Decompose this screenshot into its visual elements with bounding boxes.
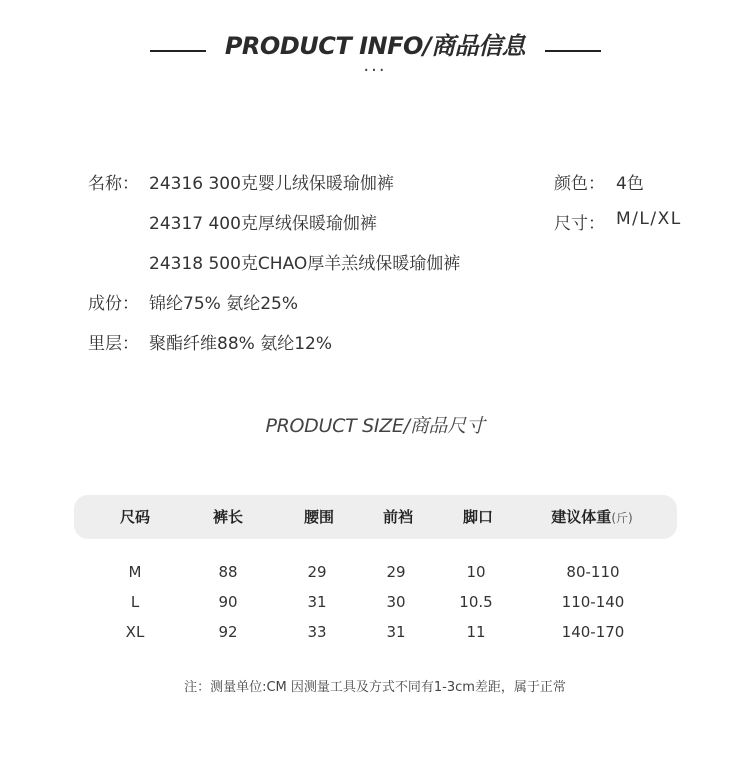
header-weight-label: 建议体重: [551, 508, 612, 526]
cell-rise: 31: [386, 623, 406, 641]
cell-hem: 10: [466, 563, 486, 581]
product-name-1: 24316 300克婴儿绒保暖瑜伽裤: [149, 174, 394, 194]
cell-rise: 30: [386, 593, 406, 611]
cell-size: L: [130, 593, 140, 611]
cell-size: M: [128, 563, 142, 581]
cell-length: 92: [218, 623, 238, 641]
cell-hem: 11: [466, 623, 486, 641]
header-hem: 脚口: [462, 508, 494, 526]
measurement-note: 注：测量单位:CM 因测量工具及方式不同有1-3cm差距，属于正常: [184, 680, 566, 695]
name-label: 名称：: [88, 174, 139, 194]
header-length: 裤长: [212, 508, 244, 526]
size-label: 尺寸：: [554, 214, 605, 234]
color-label: 颜色：: [554, 174, 605, 194]
cell-waist: 33: [307, 623, 327, 641]
header-weight: [551, 495, 632, 539]
product-name-3: 24318 500克CHAO厚羊羔绒保暖瑜伽裤: [149, 254, 461, 274]
color-value: 4色: [616, 174, 644, 194]
cell-weight: 140-170: [561, 623, 625, 641]
header-waist: 腰围: [303, 508, 335, 526]
lining-label: 里层：: [88, 334, 139, 354]
table-header: [74, 495, 677, 539]
header-weight-unit: (斤): [611, 511, 633, 525]
title-line-right: [545, 50, 601, 52]
size-section-title: PRODUCT SIZE/商品尺寸: [265, 415, 485, 437]
size-value: M/L/XL: [616, 209, 682, 229]
header-rise: 前裆: [382, 508, 414, 526]
composition-label: 成份：: [88, 294, 139, 314]
cell-length: 90: [218, 593, 238, 611]
page-title: PRODUCT INFO/商品信息: [224, 32, 526, 60]
cell-rise: 29: [386, 563, 406, 581]
composition-value: 锦纶75% 氨纶25%: [149, 294, 298, 314]
cell-hem: 10.5: [459, 593, 493, 611]
cell-size: XL: [125, 623, 145, 641]
cell-length: 88: [218, 563, 238, 581]
cell-waist: 29: [307, 563, 327, 581]
cell-weight: 80-110: [566, 563, 620, 581]
lining-value: 聚酯纤维88% 氨纶12%: [149, 334, 332, 354]
product-name-2: 24317 400克厚绒保暖瑜伽裤: [149, 214, 377, 234]
title-dots: ···: [363, 60, 387, 81]
header-size: 尺码: [119, 508, 151, 526]
cell-weight: 110-140: [561, 593, 625, 611]
cell-waist: 31: [307, 593, 327, 611]
